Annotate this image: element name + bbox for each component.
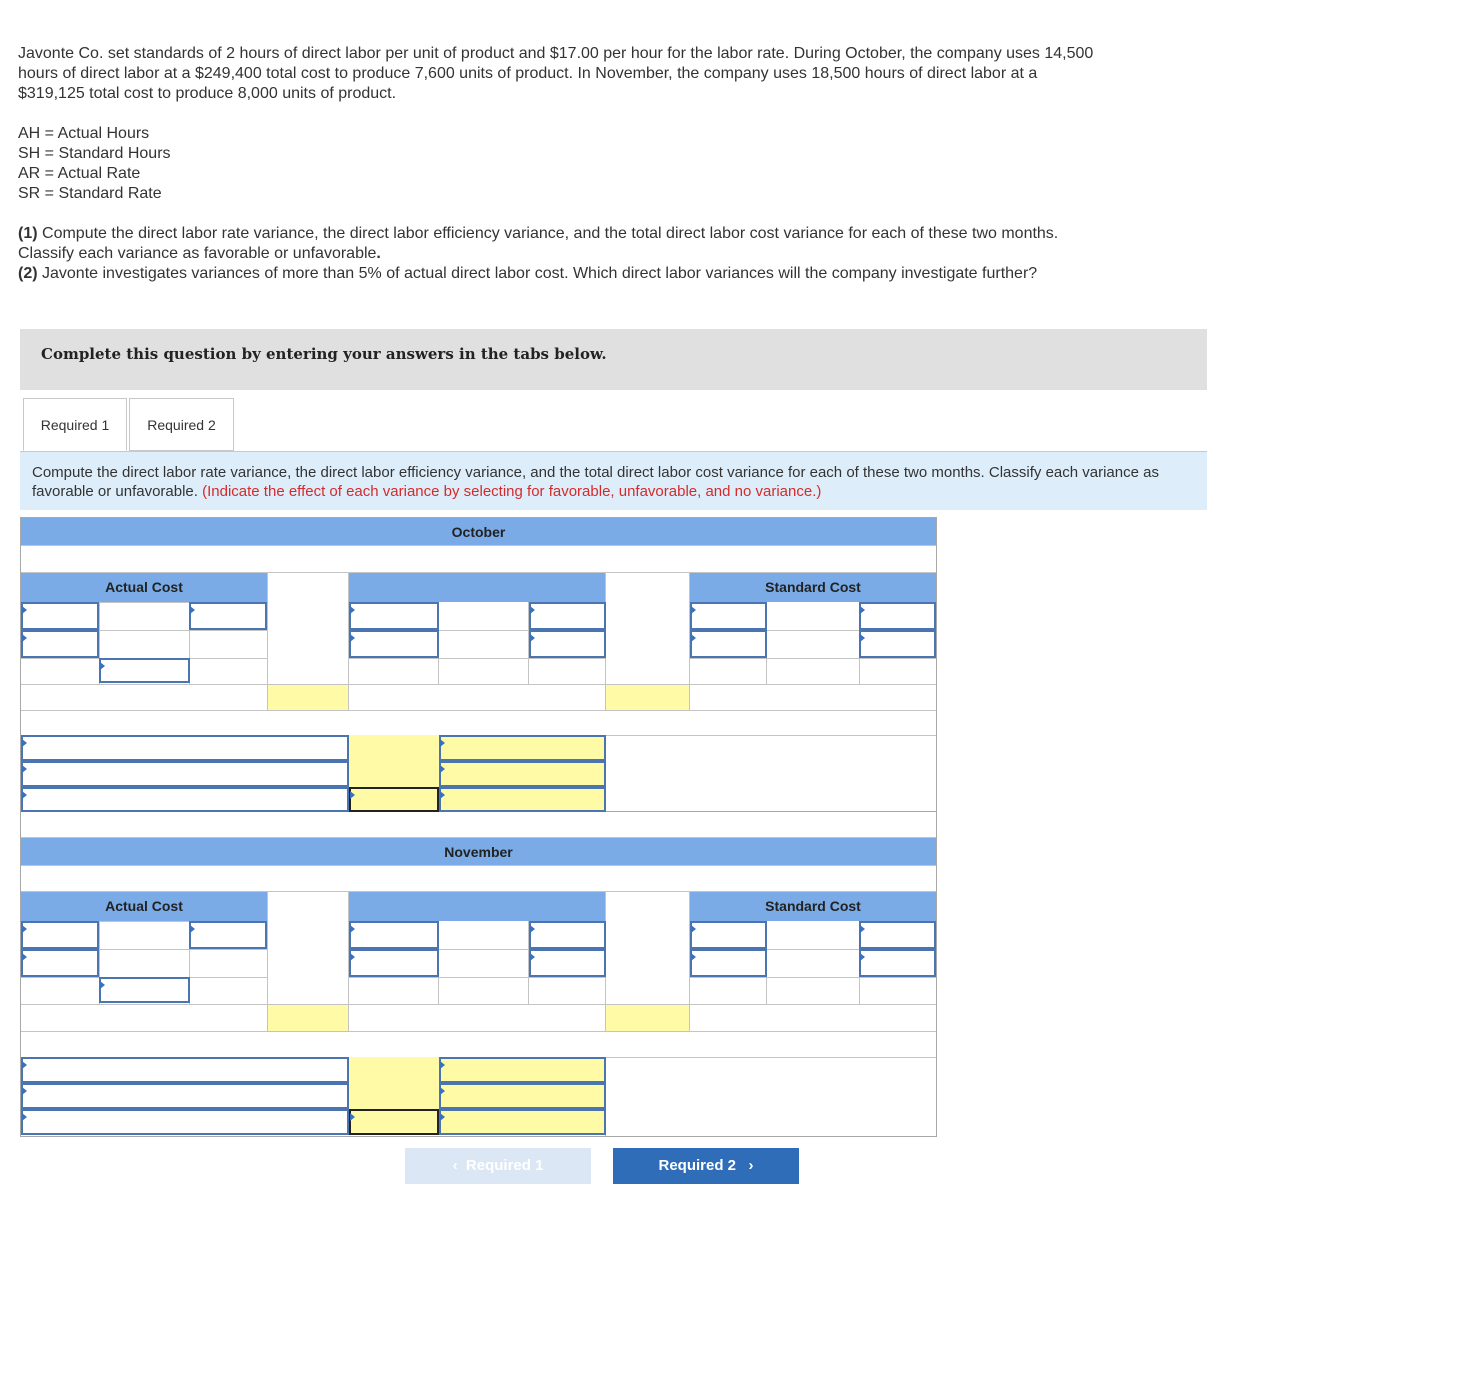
october-actual-row2-input[interactable]: [21, 630, 99, 658]
november-actual-cost-input[interactable]: [99, 977, 190, 1003]
november-rate-variance-effect-select[interactable]: [439, 1057, 606, 1083]
next-required-button[interactable]: Required 2 ›: [613, 1148, 799, 1184]
part-2: (2) Javonte investigates variances of more than 5% of actual direct labor cost. Which direct labor variances will the company investigate further?: [18, 265, 1038, 282]
instructions-banner: Complete this question by entering your answers in the tabs below.: [20, 329, 1207, 390]
november-grid: [20, 811, 937, 1137]
november-standard-cost-label: Standard Cost: [765, 898, 861, 914]
previous-required-button[interactable]: ‹ Required 1: [405, 1148, 591, 1184]
october-grid: [20, 517, 937, 812]
october-efficiency-variance-label-select[interactable]: [21, 761, 349, 787]
november-efficiency-variance-cell[interactable]: [606, 1005, 689, 1031]
october-ah-input[interactable]: [21, 602, 99, 630]
october-efficiency-variance-effect-select[interactable]: [439, 761, 606, 787]
november-actual-cost-label: Actual Cost: [105, 898, 183, 914]
part-1: (1) Compute the direct labor rate variance, the direct labor efficiency variance, and the total direct labor cost variance for each of these two months. Classify each variance as favorable or unfavorable.: [18, 225, 1059, 262]
october-mid-rate-input[interactable]: [529, 602, 606, 630]
problem-intro: Javonte Co. set standards of 2 hours of direct labor per unit of product and $17.00 per hour for the labor rate. During October, the company uses 14,500 hours of direct labor at a $249,400 total cost to produce 7,600 units of product. In November, the company uses 18,500 hours of direct labor at a $319,125 total cost to produce 8,000 units of product.: [18, 45, 1094, 102]
tab-bar: [20, 398, 1207, 452]
november-mid-row2b-input[interactable]: [529, 949, 606, 977]
november-mid-row2-input[interactable]: [349, 949, 439, 977]
november-ar-input[interactable]: [189, 921, 267, 949]
november-std-row2b-input[interactable]: [859, 949, 936, 977]
october-rate-variance-cell[interactable]: [268, 685, 348, 710]
definitions: [18, 124, 171, 204]
november-efficiency-variance-label-select[interactable]: [21, 1083, 349, 1109]
october-mid-row2b-input[interactable]: [529, 630, 606, 658]
chevron-left-icon: ‹: [452, 1157, 466, 1174]
october-rate-variance-effect-select[interactable]: [439, 735, 606, 761]
october-std-row2b-input[interactable]: [859, 630, 936, 658]
october-total-variance-amount[interactable]: [349, 787, 439, 812]
november-sh-input[interactable]: [690, 921, 767, 949]
question-parts: [18, 224, 1098, 284]
november-efficiency-variance-amount[interactable]: [349, 1083, 439, 1109]
november-ah-input[interactable]: [21, 921, 99, 949]
october-total-variance-effect-select[interactable]: [439, 787, 606, 812]
tab-required-2[interactable]: Required 2: [129, 398, 234, 451]
november-middle-header: [349, 892, 605, 921]
october-actual-cost-input[interactable]: [99, 658, 190, 683]
october-middle-header: [349, 573, 605, 602]
instruction-hint: (Indicate the effect of each variance by selecting for favorable, unfavorable, and no variance.): [202, 483, 822, 500]
definition-ah: AH = Actual Hours: [18, 125, 150, 142]
november-efficiency-variance-effect-select[interactable]: [439, 1083, 606, 1109]
october-efficiency-variance-amount[interactable]: [349, 761, 439, 787]
november-total-variance-amount[interactable]: [349, 1109, 439, 1135]
october-actual-cost-label: Actual Cost: [105, 579, 183, 595]
november-title: November: [444, 844, 513, 860]
chevron-right-icon: ›: [736, 1157, 754, 1174]
october-total-variance-label-select[interactable]: [21, 787, 349, 812]
definition-ar: AR = Actual Rate: [18, 165, 141, 182]
november-rate-variance-cell[interactable]: [268, 1005, 348, 1031]
october-mid-row2-input[interactable]: [349, 630, 439, 658]
october-efficiency-variance-cell[interactable]: [606, 685, 689, 710]
october-rate-variance-amount[interactable]: [349, 735, 439, 761]
november-mid-hours-input[interactable]: [349, 921, 439, 949]
definition-sh: SH = Standard Hours: [18, 145, 171, 162]
october-mid-hours-input[interactable]: [349, 602, 439, 630]
november-mid-rate-input[interactable]: [529, 921, 606, 949]
tab-instruction: Compute the direct labor rate variance, the direct labor efficiency variance, and the total direct labor cost variance for each of these two months. Classify each variance as favorable or unfavorable. (Indicate the effect of each variance by selecting for favorable, unfavorable, and no variance.): [20, 452, 1207, 510]
november-rate-variance-label-select[interactable]: [21, 1057, 349, 1083]
november-std-row2-input[interactable]: [690, 949, 767, 977]
november-sr-input[interactable]: [859, 921, 936, 949]
october-ar-input[interactable]: [189, 602, 267, 630]
definition-sr: SR = Standard Rate: [18, 185, 162, 202]
tab-required-1[interactable]: Required 1: [23, 398, 127, 451]
october-sh-input[interactable]: [690, 602, 767, 630]
november-actual-row2-input[interactable]: [21, 949, 99, 977]
november-total-variance-label-select[interactable]: [21, 1109, 349, 1135]
october-std-row2-input[interactable]: [690, 630, 767, 658]
november-total-variance-effect-select[interactable]: [439, 1109, 606, 1135]
october-standard-cost-label: Standard Cost: [765, 579, 861, 595]
october-title: October: [451, 524, 506, 540]
november-rate-variance-amount[interactable]: [349, 1057, 439, 1083]
october-sr-input[interactable]: [859, 602, 936, 630]
october-rate-variance-label-select[interactable]: [21, 735, 349, 761]
